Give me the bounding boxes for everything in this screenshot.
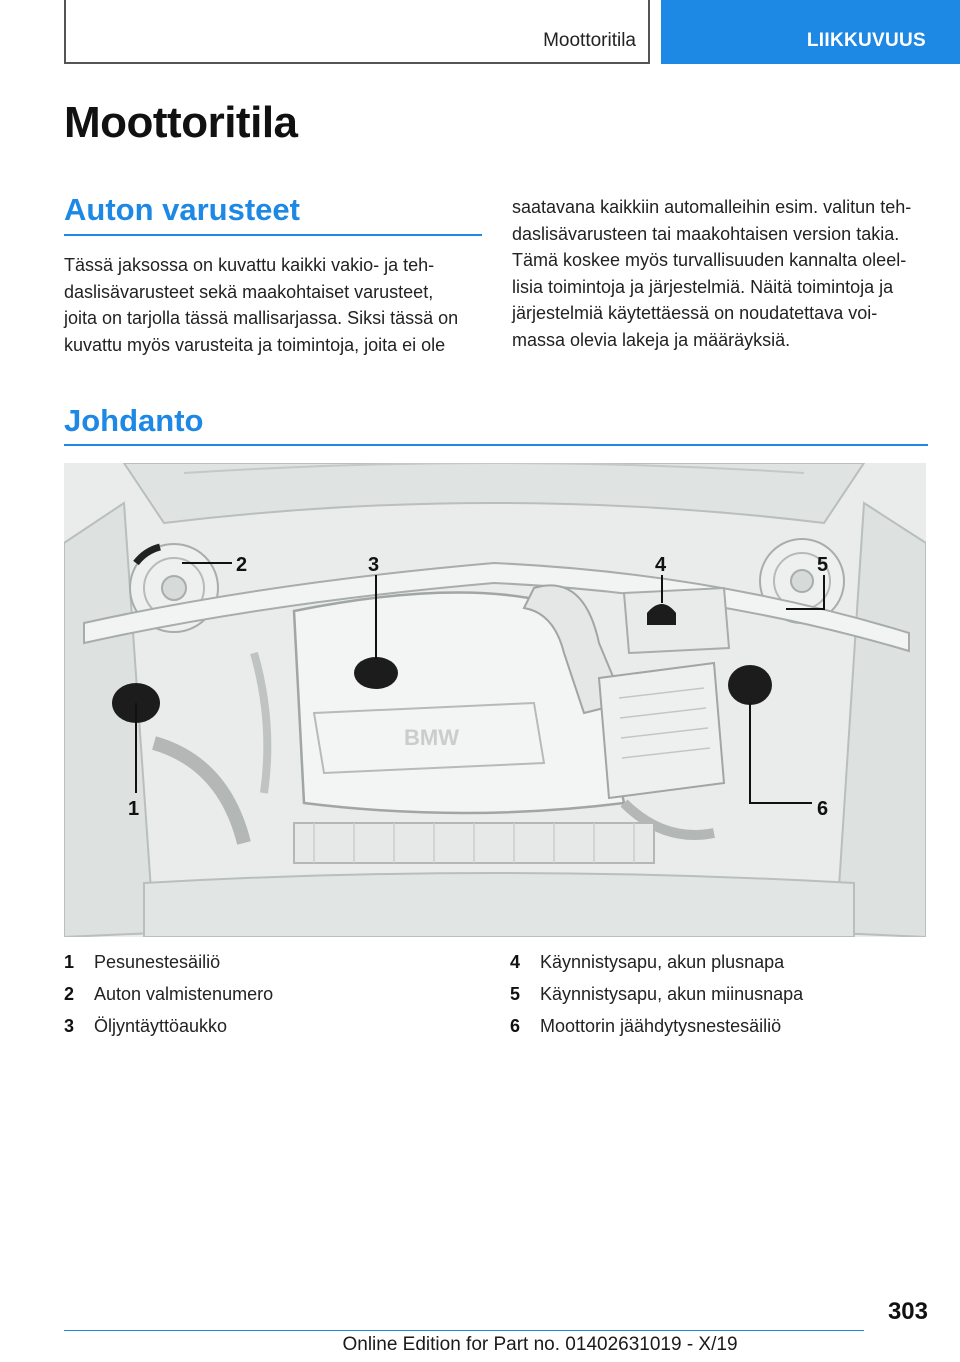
legend-text: Pesunestesäiliö	[94, 952, 221, 972]
engine-bay-illustration	[64, 463, 926, 937]
section-rule	[64, 234, 482, 236]
callout-number: 4	[655, 554, 667, 576]
text-line: lisia toimintoja ja järjestelmiä. Näitä toimintoja ja	[512, 276, 894, 297]
legend-number: 4	[510, 952, 521, 972]
text-line: saatavana kaikkiin automalleihin esim. valitun teh-	[512, 197, 912, 217]
legend-number: 5	[510, 984, 521, 1004]
engine-badge-text: BMW	[404, 725, 459, 750]
legend-number: 3	[64, 1016, 75, 1036]
section-heading-auton-varusteet: Auton varusteet	[64, 192, 300, 227]
text-line: daslisävarusteet sekä maakohtaiset varusteet,	[64, 281, 434, 302]
callout-number: 3	[368, 554, 380, 576]
text-line: järjestelmiä käytettäessä on noudatettava voi-	[512, 303, 878, 323]
header-chapter-title: LIIKKUVUUS	[806, 30, 926, 51]
page-number: 303	[887, 1298, 928, 1325]
callout-number: 5	[817, 554, 829, 576]
text-line: Tämä koskee myös turvallisuuden kannalta oleel-	[512, 250, 907, 270]
legend-text: Käynnistysapu, akun miinusnapa	[540, 984, 804, 1004]
text-line: joita on tarjolla tässä mallisarjassa. Siksi tässä on	[64, 308, 459, 328]
callout-number: 2	[236, 554, 248, 576]
callout-number: 1	[128, 798, 140, 820]
legend-number: 6	[510, 1016, 521, 1036]
callout-number: 6	[817, 798, 829, 820]
page-title: Moottoritila	[64, 98, 298, 147]
footer-rule	[64, 1330, 864, 1331]
text-line: Tässä jaksossa on kuvattu kaikki vakio- ja teh-	[64, 255, 435, 275]
legend-text: Moottorin jäähdytysnestesäiliö	[540, 1016, 782, 1036]
header-chapter-tab	[661, 0, 960, 64]
header-section-title: Moottoritila	[543, 30, 636, 51]
header-section-box	[64, 0, 650, 64]
section-rule	[64, 444, 928, 446]
legend-number: 2	[64, 984, 75, 1004]
text-line: massa olevia lakeja ja määräyksiä.	[512, 329, 791, 350]
legend-text: Käynnistysapu, akun plusnapa	[540, 952, 785, 972]
paragraph-left-column	[64, 252, 480, 358]
legend-text: Auton valmistenumero	[94, 984, 274, 1004]
paragraph-right-column	[512, 194, 932, 353]
section-heading-johdanto: Johdanto	[64, 403, 204, 438]
legend-number: 1	[64, 952, 75, 972]
footer-edition: Online Edition for Part no. 01402631019 - X/19	[342, 1334, 738, 1355]
legend-text: Öljyntäyttöaukko	[94, 1016, 228, 1036]
text-line: daslisävarusteen tai maakohtaisen version takia.	[512, 223, 900, 244]
text-line: kuvattu myös varusteita ja toimintoja, joita ei ole	[64, 334, 446, 355]
